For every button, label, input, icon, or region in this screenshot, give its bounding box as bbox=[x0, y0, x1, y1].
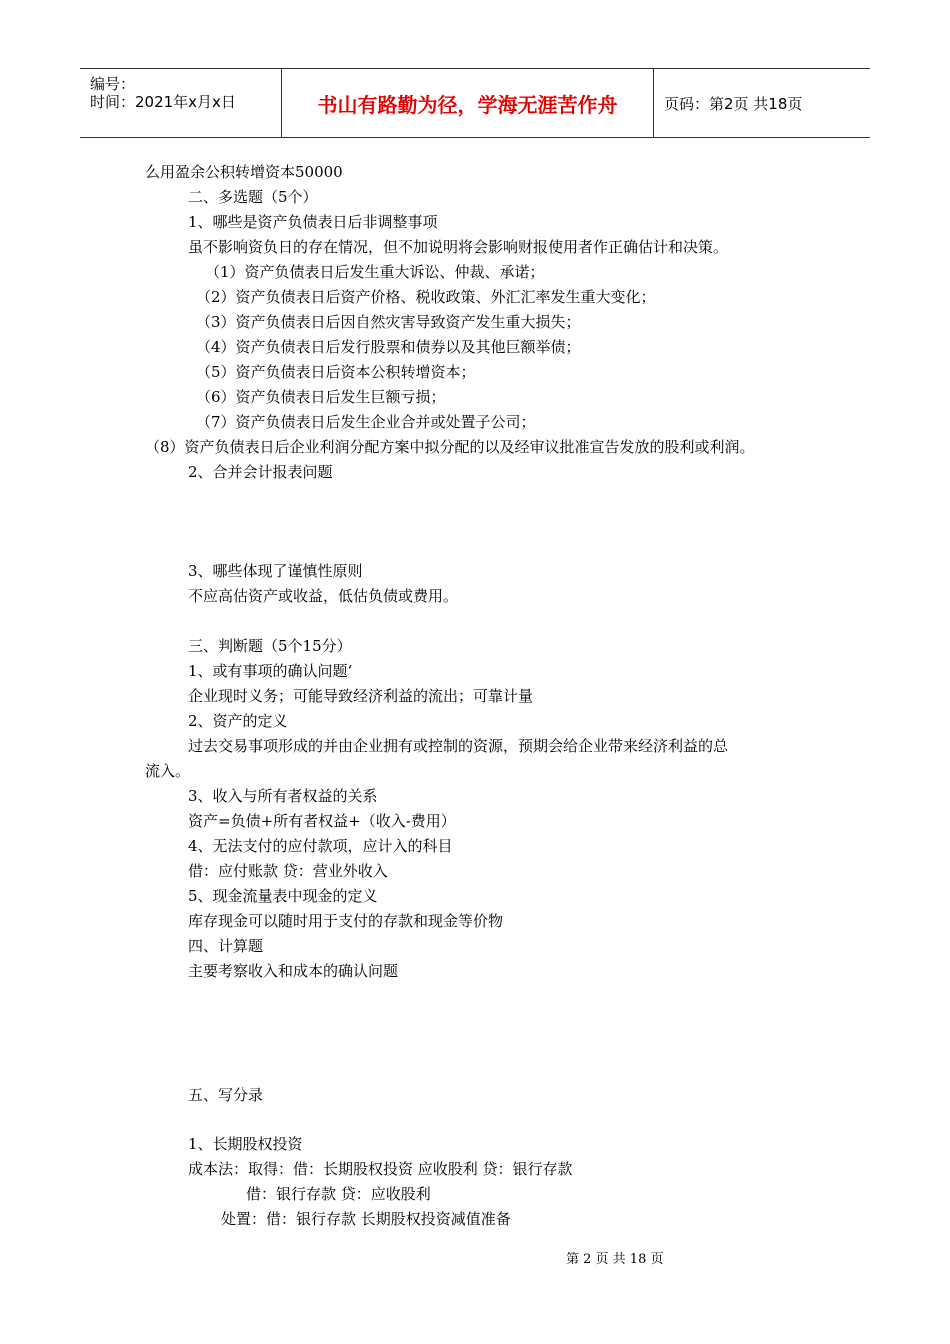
list-item: （4）资产负债表日后发行股票和债券以及其他巨额举债； bbox=[196, 338, 581, 356]
page-header bbox=[80, 68, 870, 138]
text-line: 成本法：取得：借：长期股权投资 应收股利 贷：银行存款 bbox=[188, 1160, 573, 1178]
section-heading: 三、判断题（5个15分） bbox=[188, 637, 352, 655]
text-line: 企业现时义务；可能导致经济利益的流出；可靠计量 bbox=[188, 687, 534, 705]
text-line: 库存现金可以随时用于支付的存款和现金等价物 bbox=[188, 912, 504, 930]
text-line: 虽不影响资负日的存在情况，但不加说明将会影响财报使用者作正确估计和决策。 bbox=[188, 238, 729, 256]
header-meta bbox=[80, 69, 282, 137]
list-item: （3）资产负债表日后因自然灾害导致资产发生重大损失； bbox=[196, 313, 581, 331]
list-item: （1）资产负债表日后发生重大诉讼、仲裁、承诺； bbox=[205, 263, 545, 281]
list-item: （7）资产负债表日后发生企业合并或处置子公司； bbox=[196, 413, 536, 431]
header-motto: 书山有路勤为径，学海无涯苦作舟 bbox=[282, 69, 654, 137]
text-line: 借：应付账款 贷：营业外收入 bbox=[188, 862, 388, 880]
question-heading: 5、现金流量表中现金的定义 bbox=[188, 887, 378, 905]
section-heading: 二、多选题（5个） bbox=[188, 188, 318, 206]
list-item: （6）资产负债表日后发生巨额亏损； bbox=[196, 388, 446, 406]
text-line: 么用盈余公积转增资本50000 bbox=[145, 163, 343, 181]
page-number-label: 页码：第2页 共18页 bbox=[664, 94, 803, 113]
list-item: （2）资产负债表日后资产价格、税收政策、外汇汇率发生重大变化； bbox=[196, 288, 656, 306]
number-label: 编号： bbox=[90, 75, 136, 93]
question-heading: 3、哪些体现了谨慎性原则 bbox=[188, 562, 363, 580]
question-heading: 1、或有事项的确认问题‘ bbox=[188, 662, 353, 680]
question-heading: 3、收入与所有者权益的关系 bbox=[188, 787, 378, 805]
list-item: （8）资产负债表日后企业利润分配方案中拟分配的以及经审议批准宣告发放的股利或利润。 bbox=[145, 438, 755, 456]
text-line: 过去交易事项形成的并由企业拥有或控制的资源，预期会给企业带来经济利益的总 bbox=[188, 737, 729, 755]
list-item: （5）资产负债表日后资本公积转增资本； bbox=[196, 363, 476, 381]
text-line: 借：银行存款 贷：应收股利 bbox=[246, 1185, 431, 1203]
text-line: 资产=负债+所有者权益+（收入-费用） bbox=[188, 812, 456, 830]
section-heading: 五、写分录 bbox=[188, 1086, 264, 1104]
text-line: 不应高估资产或收益，低估负债或费用。 bbox=[188, 587, 459, 605]
question-heading: 4、无法支付的应付款项，应计入的科目 bbox=[188, 837, 453, 855]
page-footer: 第 2 页 共 18 页 bbox=[566, 1252, 664, 1267]
question-heading: 1、哪些是资产负债表日后非调整事项 bbox=[188, 213, 438, 231]
text-line: 流入。 bbox=[145, 762, 191, 780]
question-heading: 2、资产的定义 bbox=[188, 712, 288, 730]
question-heading: 2、合并会计报表问题 bbox=[188, 463, 333, 481]
text-line: 主要考察收入和成本的确认问题 bbox=[188, 962, 399, 980]
question-heading: 1、长期股权投资 bbox=[188, 1135, 303, 1153]
section-heading: 四、计算题 bbox=[188, 937, 264, 955]
text-line: 处置：借：银行存款 长期股权投资减值准备 bbox=[221, 1210, 511, 1228]
time-label: 时间：2021年x月x日 bbox=[90, 93, 236, 111]
